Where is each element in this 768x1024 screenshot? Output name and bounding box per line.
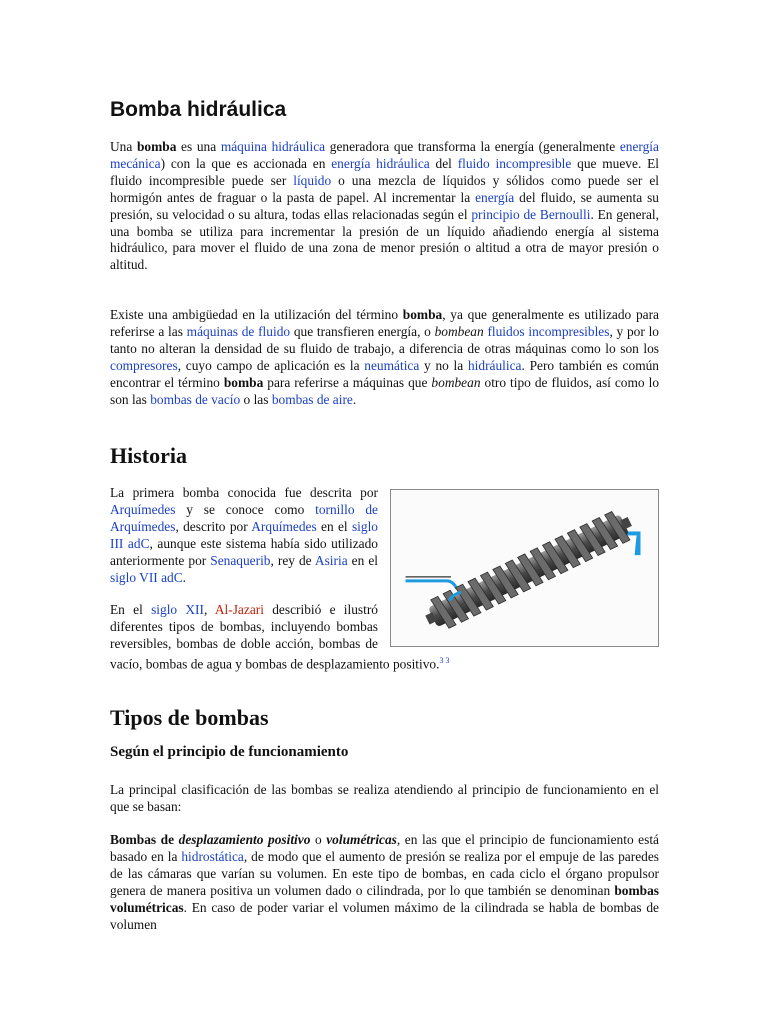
text-run: o una mezcla de líquidos y sólidos como puede ser el hormigón antes de fraguar o la pasta de papel. Al incrementar la [110,172,659,205]
bold-term: volumétricas [326,832,397,847]
inline-link[interactable]: Senaquerib [210,552,271,568]
text-run: La principal clasificación de las bombas se realiza atendiendo al principio de funcionamiento en el que se basan: [110,782,659,814]
inline-link[interactable]: energía hidráulica [331,155,430,171]
inline-link[interactable]: hidrostática [181,848,244,864]
text-run: en el [347,552,379,568]
text-run: , ya que generalmente es utilizado para referirse a las [110,307,659,339]
text-run: . [352,391,357,407]
reference-superscript[interactable]: 3 3 [439,656,450,666]
text-run: y se conoce como [175,501,316,517]
inline-link[interactable]: bombas de vacío [150,391,241,407]
text-run: , en las que el principio de funcionamiento está basado en la [110,832,660,864]
inline-link[interactable]: Al-Jazari [214,602,264,618]
inline-link[interactable]: fluidos incompresibles [487,323,610,339]
archimedes-screw-illustration [391,490,658,646]
inline-link[interactable]: energía [475,189,515,205]
text-run: del fluido, se aumenta su presión, su velocidad o su altura, todas ellas relacionadas según el [110,189,659,222]
text-run: que mueve. El fluido incompresible puede ser [110,155,659,188]
text-run: otro tipo de fluidos, así como lo son las [110,374,660,407]
inline-link[interactable]: tornillo de Arquímedes [110,501,378,534]
italic-term: bombean [431,374,481,390]
text-run: ) con la que es accionada en [160,155,332,171]
tipos-heading: Tipos de bombas [110,705,269,730]
historia-section [110,485,659,690]
historia-heading: Historia [110,443,187,468]
text-run: , descrito por [175,518,252,534]
text-run: describió e ilustró diferentes tipos de bombas, incluyendo bombas reversibles, bombas de doble acción, bombas de vacío, bombas de agua y bombas de desplazamiento positivo. [110,602,440,672]
text-run: o [310,832,327,847]
text-run: o las [240,391,272,407]
text-run: en el [316,518,352,534]
text-run: es una [176,139,221,154]
inline-link[interactable]: fluido incompresible [457,155,572,171]
inline-link[interactable]: compresores [110,357,178,373]
text-run: Existe una ambigüedad en la utilización del término [110,307,403,322]
inline-link[interactable]: líquido [293,172,332,188]
intro-paragraph [110,139,659,274]
bold-term: bomba [223,374,264,390]
italic-term: bombean [434,323,484,339]
text-run: para referirse a máquinas que [263,374,432,390]
text-run: Una [110,139,137,154]
bold-term: desplazamiento positivo [178,832,311,847]
bold-term: Bombas de [110,832,179,847]
bold-term: bomba [402,307,443,322]
text-run: , y por lo tanto no alteran la densidad de su fluido de trabajo, a diferencia de otras máquinas como lo son los [110,323,659,356]
archimedes-screw-figure [390,489,659,647]
positive-displacement-paragraph [110,832,659,933]
inline-link[interactable]: siglo VII adC [110,569,183,585]
inline-link[interactable]: Arquímedes [251,518,317,534]
inline-link[interactable]: energía mecánica [110,139,659,171]
inline-link[interactable]: máquina hidráulica [220,139,326,154]
ambiguity-paragraph [110,307,659,408]
inline-link[interactable]: siglo III adC [110,518,378,551]
text-run: , cuyo campo de aplicación es la [177,357,365,373]
text-run: . Pero también es común encontrar el término [110,357,660,390]
text-run: . En caso de poder variar el volumen máximo de la cilindrada se habla de bombas de volumen [110,899,659,932]
inline-link[interactable]: Arquímedes [110,501,176,517]
text-run: , rey de [270,552,315,568]
page-title: Bomba hidráulica [110,98,287,121]
bold-term: bombas volumétricas [110,882,659,915]
text-run: que transfieren energía, o [290,323,435,339]
inline-link[interactable]: principio de Bernoulli [471,206,591,222]
text-run: En el [110,602,152,618]
text-run: . En general, una bomba se utiliza para incrementar la presión de un líquido añadiendo energía al sistema hidráulico, para mover el fluido de una zona de menor presión o altitud a otra de mayor presión o altitud. [110,206,659,273]
text-run: , de modo que el aumento de presión se realiza por el empuje de las paredes de las cámaras que varían su volumen. En este tipo de bombas, en cada ciclo el órgano propulsor genera de manera positiva un volumen dado o cilindrada, por lo que también se denominan [110,848,659,898]
classification-paragraph [110,782,659,816]
text-run: , aunque este sistema había sido utilizado anteriormente por [110,535,379,568]
text-run: La primera bomba conocida fue descrita por [110,485,378,500]
inline-link[interactable]: neumática [364,357,420,373]
inline-link[interactable]: hidráulica [467,357,522,373]
inline-link[interactable]: máquinas de fluido [186,323,291,339]
inline-link[interactable]: siglo XII [151,602,204,618]
inline-link[interactable]: Asiria [314,552,348,568]
text-run: y no la [419,357,468,373]
funcionamiento-subheading: Según el principio de funcionamiento [110,744,349,760]
text-run: , [203,602,215,618]
inline-link[interactable]: bombas de aire [271,391,353,407]
bold-term: bomba [136,139,177,154]
text-run: generadora que transforma la energía (generalmente [325,139,620,154]
text-run: . [182,569,187,585]
text-run: del [429,155,458,171]
